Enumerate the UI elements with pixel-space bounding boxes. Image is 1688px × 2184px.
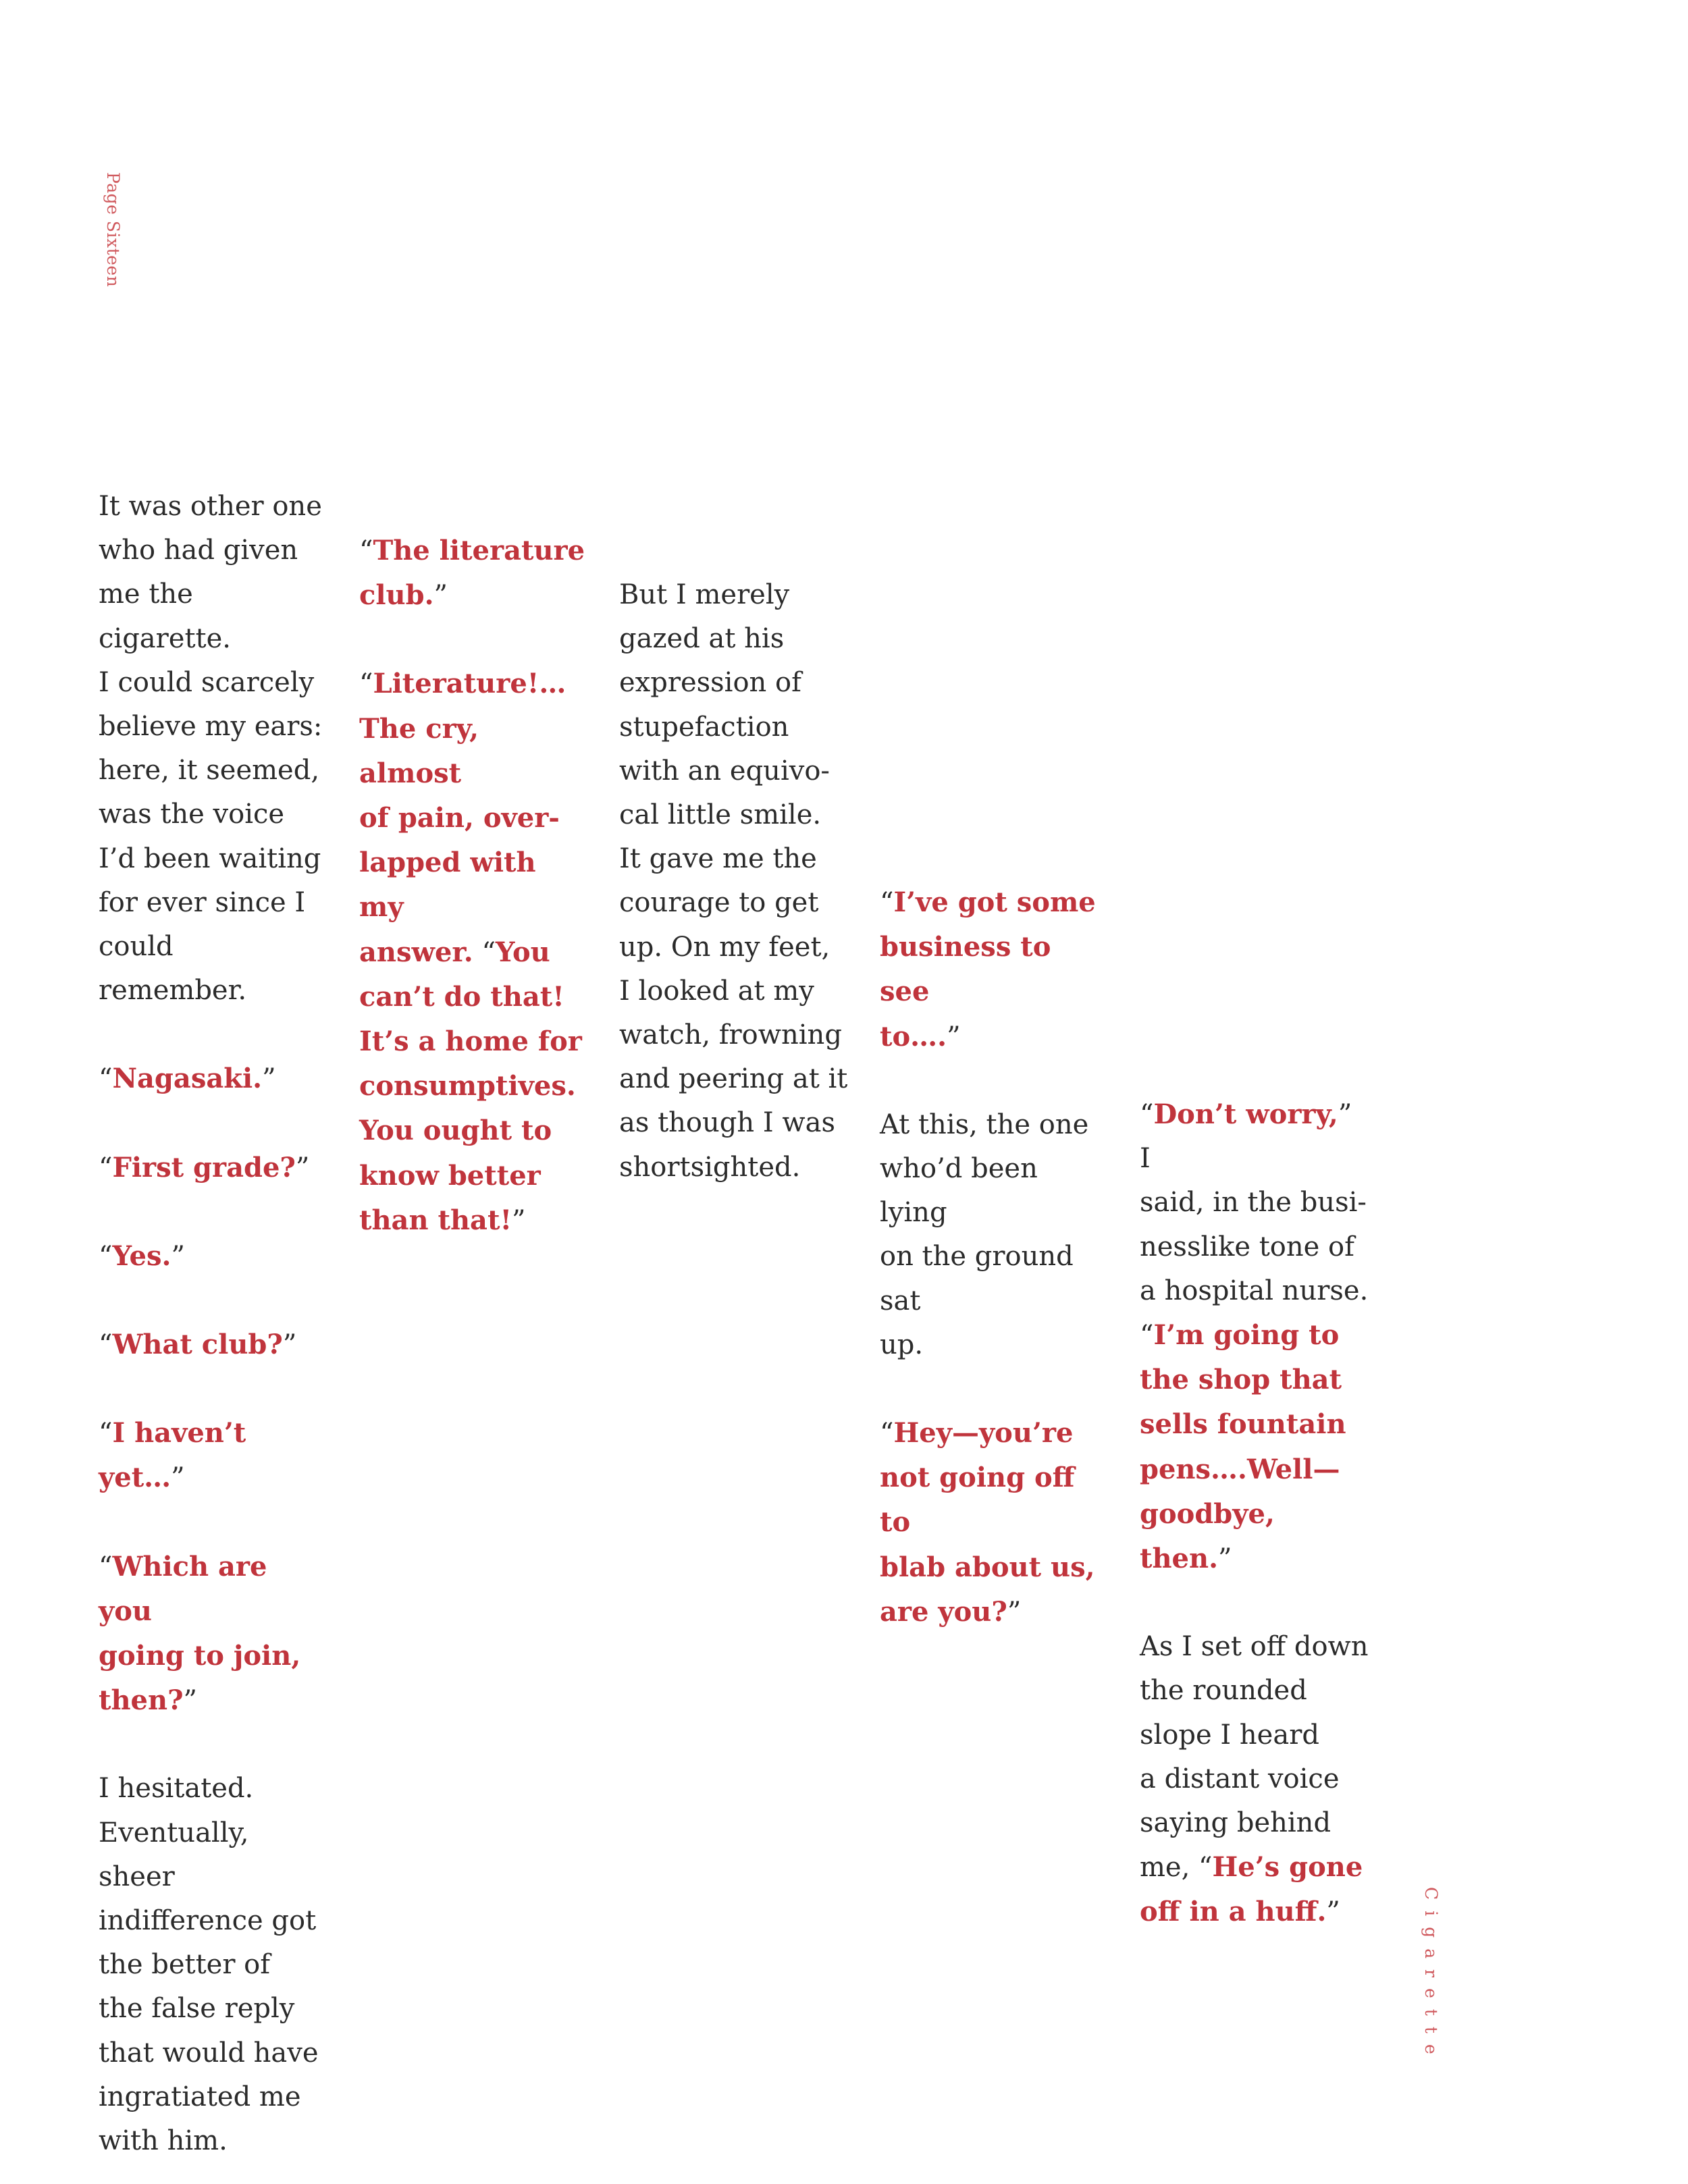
page-number: Page Sixteen	[103, 172, 123, 288]
paragraph	[99, 1545, 328, 1724]
narrative-text: ”	[171, 1462, 185, 1494]
narrative-text: ”	[183, 1685, 197, 1717]
narrative-text: “	[99, 1063, 113, 1095]
dialogue-text: He’s gone off in a huff.	[1140, 1851, 1363, 1928]
narrative-text: “	[99, 1240, 113, 1272]
narrative-text: “	[880, 887, 894, 918]
narrative-text: ”	[1326, 1896, 1340, 1928]
narrative-text: ”	[512, 1204, 526, 1236]
paragraph	[359, 529, 589, 618]
dialogue-text: Don’t worry,	[1153, 1098, 1338, 1130]
narrative-text: “	[1140, 1099, 1154, 1130]
paragraph	[880, 1103, 1109, 1367]
narrative-text: “	[880, 1418, 894, 1449]
paragraph	[99, 1767, 328, 2163]
narrative-text: ”	[262, 1063, 276, 1095]
narrative-text: At this, the one who’d been lying on the ground sat up.	[880, 1109, 1089, 1360]
narrative-text: ”	[171, 1240, 185, 1272]
narrative-text: ”	[295, 1152, 310, 1183]
paragraph	[1140, 1625, 1369, 1934]
dialogue-text: Yes.	[112, 1240, 172, 1272]
dialogue-text: Hey—you’re not going off to blab about us, are you?	[880, 1417, 1095, 1628]
dialogue-text: The literature club.	[359, 535, 585, 612]
text-column-3	[619, 573, 849, 1190]
narrative-text: “	[473, 936, 496, 968]
paragraph	[359, 662, 589, 1243]
narrative-text: ”	[282, 1329, 297, 1361]
narrative-text: “	[99, 1152, 113, 1183]
dialogue-text: You can’t do that! It’s a home for consumptives. You ought to know better than that!	[359, 936, 582, 1236]
narrative-text: “	[99, 1551, 113, 1582]
text-column-5	[1140, 1092, 1369, 1935]
dialogue-text: Literature!… The cry, almost of pain, over- lapped with my answer.	[359, 668, 566, 968]
narrative-text: “	[359, 535, 373, 566]
paragraph	[99, 1057, 328, 1101]
paragraph	[619, 573, 849, 1190]
narrative-text: I hesitated. Eventually, sheer indifference got the better of the false reply that would have ingratiated me with him.	[99, 1773, 319, 2157]
paragraph	[99, 1146, 328, 1190]
text-column-2	[359, 529, 589, 1243]
narrative-text: “	[359, 668, 373, 700]
narrative-text: ”	[947, 1021, 961, 1053]
text-column-4	[880, 880, 1109, 1634]
narrative-text: ”	[1007, 1596, 1022, 1628]
narrative-text: As I set off down the rounded slope I heard a distant voice saying behind me, “	[1140, 1631, 1369, 1884]
dialogue-text: Nagasaki.	[112, 1063, 263, 1095]
paragraph	[99, 485, 328, 1013]
narrative-text: “	[99, 1329, 113, 1361]
narrative-text: It was other one who had given me the cigarette. I could scarcely believe my ears: here, it seemed, was the voice I’d been waiting for ever since I could remember.	[99, 491, 323, 1007]
narrative-text: ”	[1218, 1543, 1232, 1575]
paragraph	[880, 880, 1109, 1059]
dialogue-text: I haven’t yet…	[99, 1417, 246, 1494]
narrative-text: But I merely gazed at his expression of stupefaction with an equivo- cal little smile. It gave me the courage to get up. On my feet, I looked at my watch, frowning and peering at it as though I was shortsighted.	[619, 579, 848, 1183]
dialogue-text: I’m going to the shop that sells fountain pens….Well— goodbye, then.	[1140, 1319, 1346, 1575]
paragraph	[99, 1323, 328, 1367]
dialogue-text: What club?	[112, 1329, 283, 1361]
paragraph	[880, 1411, 1109, 1634]
dialogue-text: Which are you going to join, then?	[99, 1550, 301, 1717]
text-column-1	[99, 485, 328, 2163]
paragraph	[99, 1411, 328, 1500]
dialogue-text: First grade?	[112, 1151, 296, 1183]
narrative-text: ”	[433, 580, 448, 612]
paragraph	[1140, 1092, 1369, 1581]
dialogue-text: I’ve got some business to see to….	[880, 886, 1096, 1053]
narrative-text: ” I said, in the busi- nesslike tone of a hospital nurse. “	[1140, 1099, 1369, 1352]
running-title: Cigarette	[1421, 1887, 1441, 2065]
paragraph	[99, 1234, 328, 1279]
narrative-text: “	[99, 1418, 113, 1449]
